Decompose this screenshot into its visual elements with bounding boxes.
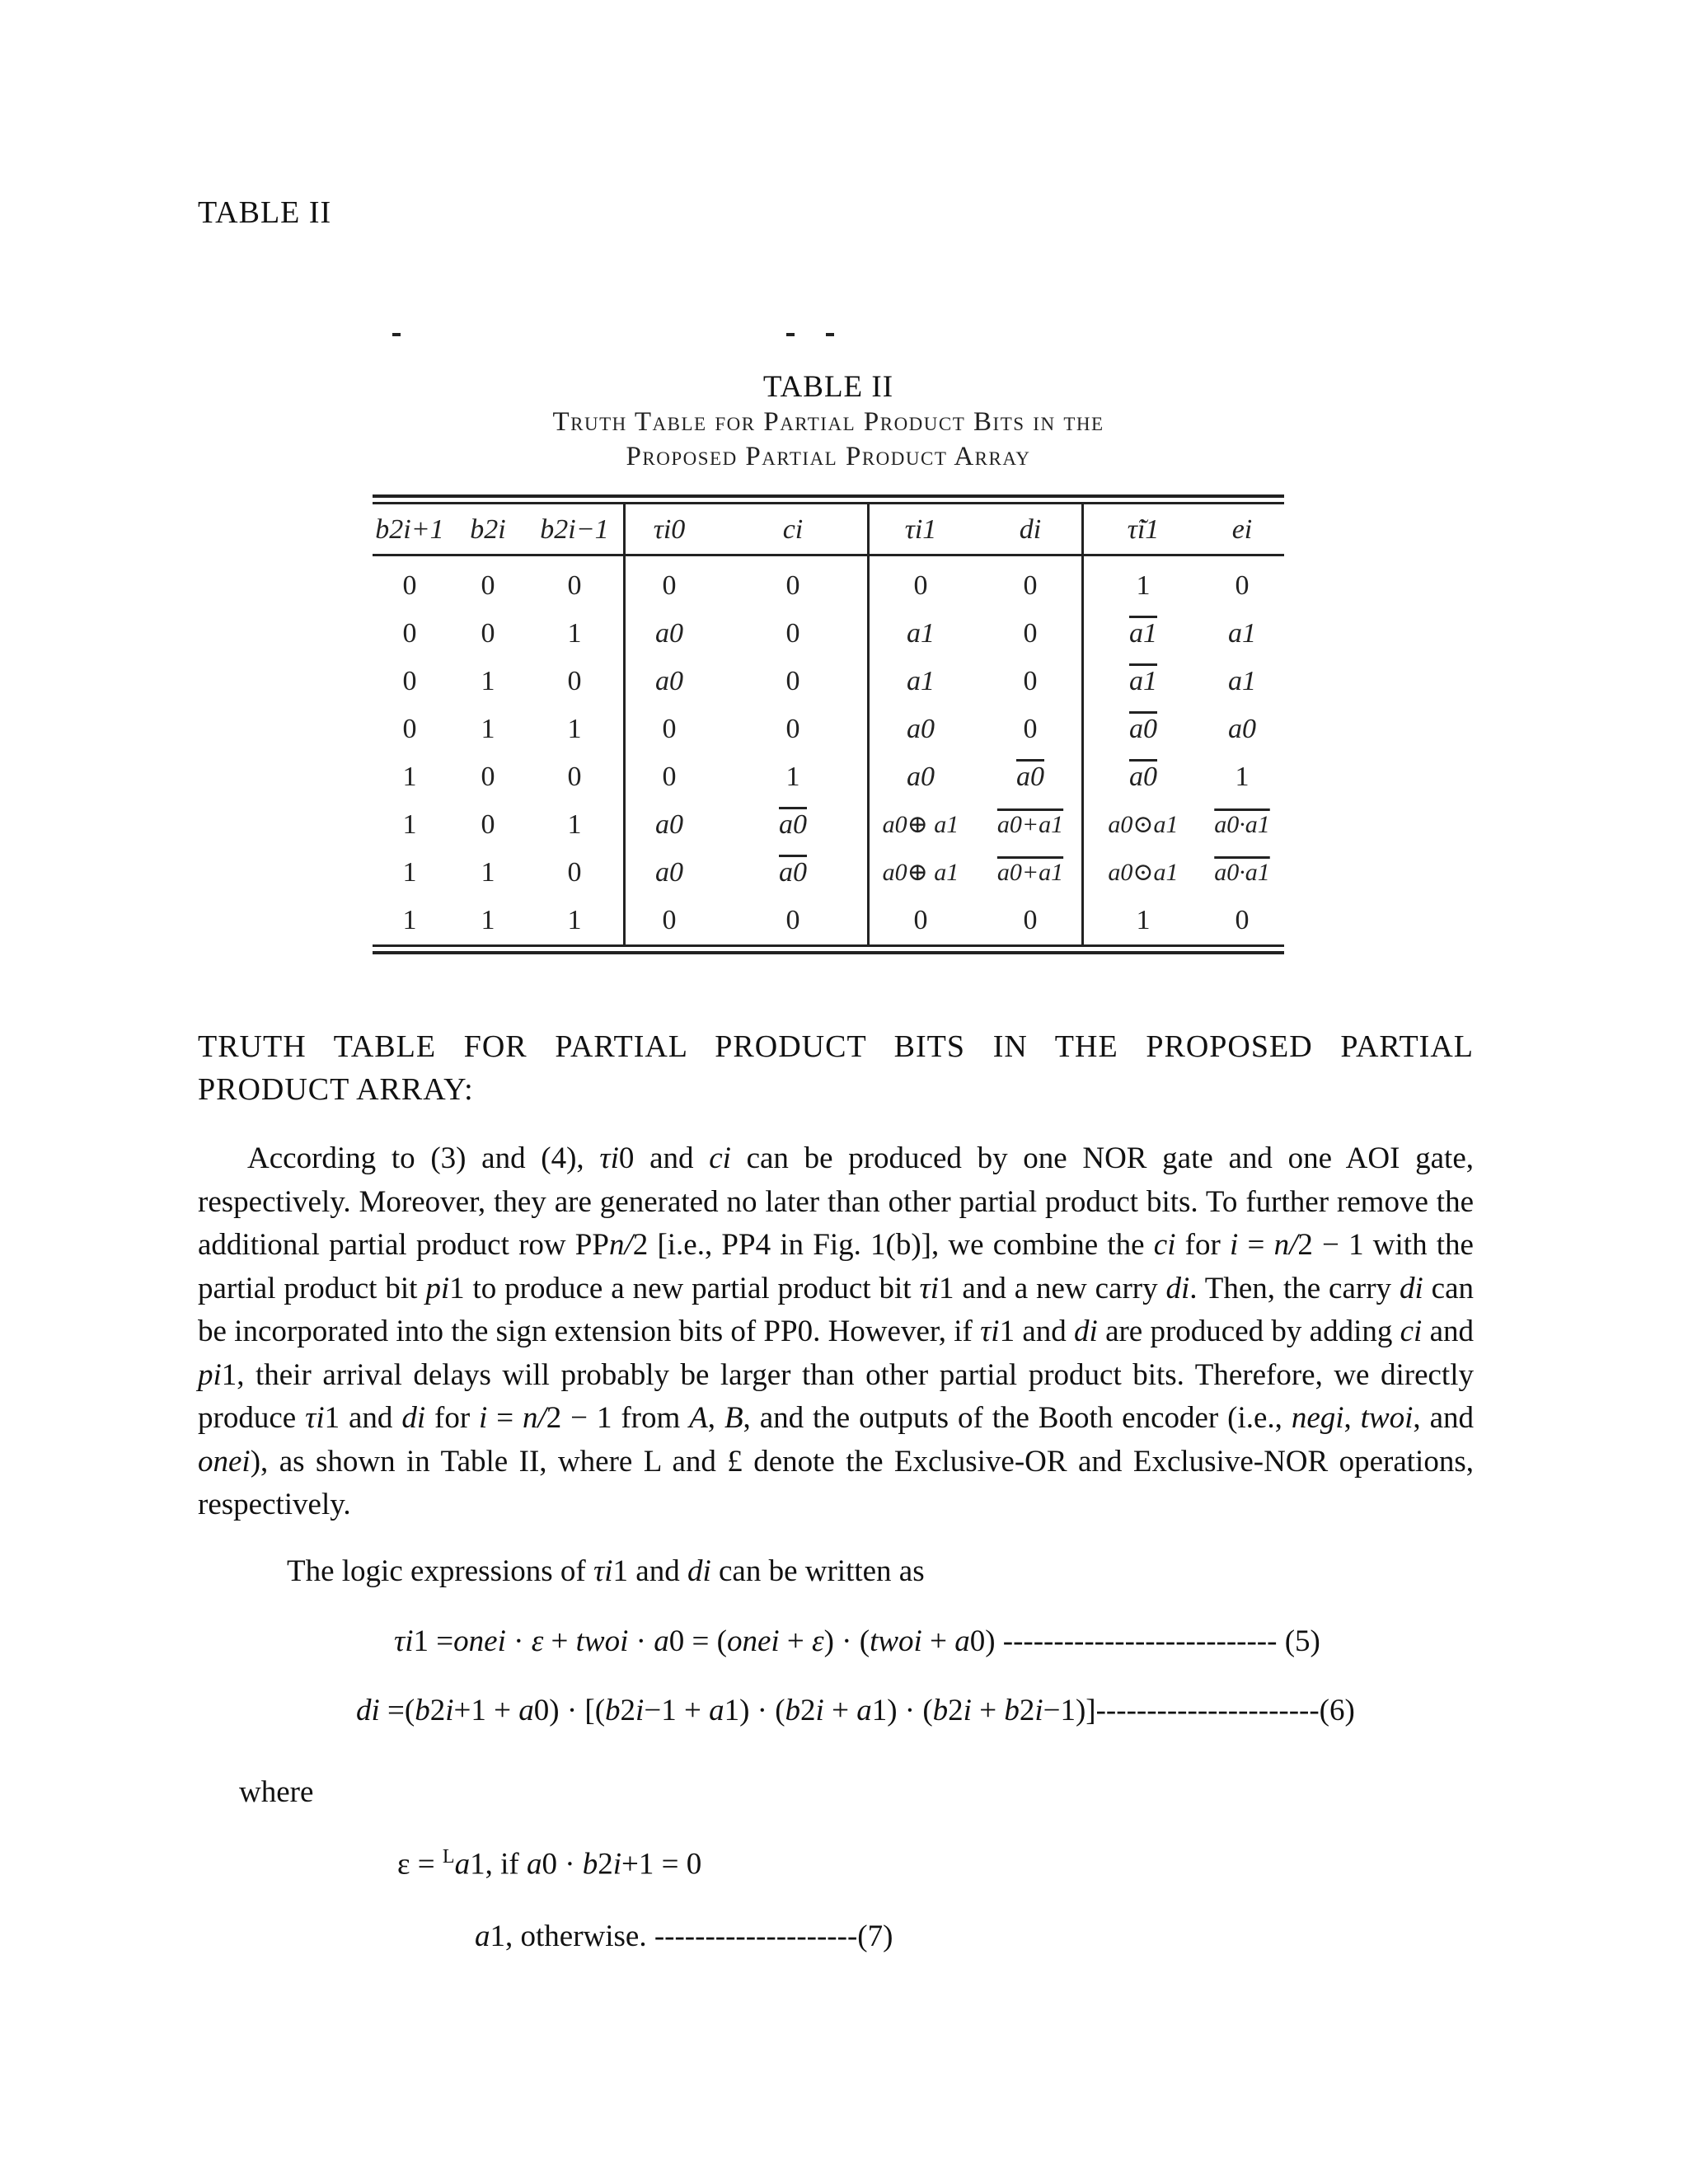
table-cell: 1 — [567, 714, 582, 744]
body-paragraph: According to (3) and (4), τi0 and ci can be produced by one NOR gate and one AOI gate, respectively. Moreover, they are generated no later than other partial product bits. To further remove the additional partial product row PPn/2 [i.e., PP4 in Fig. 1(b)], we combine the ci for i = n/2 − 1 with the partial product bit pi1 to produce a new partial product bit τi1 and a new carry di. Then, the carry di can be incorporated into the sign extension bits of PP0. However, if τi1 and di are produced by adding ci and pi1, their arrival delays will probably be larger than other partial product bits. Therefore, we directly produce τi1 and di for i = n/2 − 1 from A, B, and the outputs of the Booth encoder (i.e., negi, twoi, and onei), as shown in Table II, where L and £ denote the Exclusive-OR and Exclusive-NOR operations, respectively. — [198, 1141, 1474, 1521]
table-cell: 0 — [402, 666, 417, 696]
table-cell: a0 — [655, 618, 683, 649]
table-cell: 0 — [662, 570, 677, 601]
table-rule — [373, 944, 1284, 947]
table-cell: 0 — [402, 618, 417, 649]
table-cell: a0+a1 — [996, 859, 1064, 886]
table-cell: 0 — [913, 905, 928, 935]
figure-caption-line: Proposed Partial Product Array — [626, 442, 1031, 471]
table-cell: 0 — [1023, 714, 1038, 744]
table-header-cell: τi1 — [904, 514, 937, 545]
table-cell: a1 — [1228, 618, 1256, 649]
table-cell: 0 — [567, 666, 582, 696]
table-rule — [373, 494, 1284, 498]
table-cell: 0 — [567, 762, 582, 792]
table-cell: a0 — [1129, 762, 1157, 792]
table-header-cell: di — [1019, 514, 1042, 545]
table-header-cell: τ̃i1 — [1127, 514, 1160, 545]
table-cell: 0 — [1023, 570, 1038, 601]
table-header-cell: b2i — [470, 514, 506, 545]
table-cell: a1 — [1129, 666, 1157, 696]
table-cell: a0⊕ a1 — [882, 859, 959, 886]
table-rule — [373, 951, 1284, 954]
scan-mark — [392, 333, 401, 336]
table-header-cell: ci — [782, 514, 804, 545]
equation-intro: The logic expressions of τi1 and di can be written as — [287, 1554, 925, 1588]
table-cell: 0 — [785, 714, 800, 744]
table-cell: a1 — [1129, 618, 1157, 649]
table-rule — [373, 554, 1284, 556]
table-cell: a0⊕ a1 — [882, 811, 959, 838]
table-cell: a0 — [1129, 714, 1157, 744]
table-cell: 0 — [567, 570, 582, 601]
equation-7-line2: a1, otherwise. --------------------(7) — [475, 1919, 893, 1953]
table-cell: 1 — [1136, 905, 1151, 935]
table-cell: 0 — [481, 809, 495, 840]
table-cell: 1 — [481, 857, 495, 888]
table-cell: 0 — [785, 905, 800, 935]
table-cell: 1 — [481, 905, 495, 935]
table-cell: a0 — [655, 857, 683, 888]
table-cell: 0 — [662, 762, 677, 792]
table-cell: 0 — [662, 905, 677, 935]
table-rule — [373, 502, 1284, 504]
table-cell: 0 — [1023, 618, 1038, 649]
table-cell: 0 — [785, 570, 800, 601]
table-cell: 0 — [785, 666, 800, 696]
table-cell: a0⊙a1 — [1108, 859, 1179, 886]
table-cell: a0 — [655, 666, 683, 696]
table-cell: 0 — [481, 570, 495, 601]
equation-6: di =(b2i+1 + a0) · [(b2i−1 + a1) · (b2i + a1) · (b2i + b2i−1)]----------------------(6) — [356, 1694, 1355, 1727]
table-cell: 1 — [785, 762, 800, 792]
table-cell: a0 — [779, 809, 807, 840]
table-cell: 1 — [1235, 762, 1250, 792]
scan-mark — [786, 333, 795, 336]
table-cell: 0 — [662, 714, 677, 744]
table-cell: 0 — [481, 618, 495, 649]
table-cell: a0 — [907, 762, 935, 792]
table-cell: 1 — [402, 857, 417, 888]
table-cell: a0+a1 — [996, 811, 1064, 838]
table-cell: a0 — [779, 857, 807, 888]
table-label: TABLE II — [198, 195, 332, 230]
equation-7-line1: ε = $^L$a1, if a0 · b2i+1 = 0 — [397, 1846, 702, 1882]
table-cell: 1 — [1136, 570, 1151, 601]
section-heading-continued: PRODUCT ARRAY: — [198, 1072, 474, 1107]
table-cell: 0 — [402, 714, 417, 744]
figure-title: TABLE II — [762, 370, 894, 404]
table-cell: 0 — [913, 570, 928, 601]
table-cell: a0 — [1016, 762, 1044, 792]
table-cell: a0·a1 — [1214, 859, 1270, 886]
table-cell: 1 — [481, 714, 495, 744]
table-cell: 0 — [1235, 905, 1250, 935]
table-cell: a1 — [1228, 666, 1256, 696]
section-heading: TRUTH TABLE FOR PARTIAL PRODUCT BITS IN THE PROPOSED PARTIAL — [198, 1029, 1474, 1064]
table-figure — [363, 330, 1294, 956]
scan-mark — [826, 333, 834, 336]
table-cell: 0 — [567, 857, 582, 888]
table-cell: 1 — [481, 666, 495, 696]
table-cell: 0 — [785, 618, 800, 649]
table-cell: a0 — [1228, 714, 1256, 744]
table-header-cell: b2i−1 — [540, 514, 609, 545]
table-header-cell: τi0 — [653, 514, 686, 545]
table-header-cell: ei — [1231, 514, 1253, 545]
table-cell: 1 — [567, 905, 582, 935]
truth-table — [373, 494, 1284, 935]
where-label: where — [239, 1775, 314, 1809]
figure-caption-line: Truth Table for Partial Product Bits in the — [552, 407, 1104, 437]
table-cell: a0 — [907, 714, 935, 744]
table-cell: 0 — [1023, 905, 1038, 935]
table-cell: 0 — [1235, 570, 1250, 601]
table-cell: a0⊙a1 — [1108, 811, 1179, 838]
table-header-cell: b2i+1 — [375, 514, 444, 545]
table-cell: 1 — [402, 762, 417, 792]
table-cell: 0 — [1023, 666, 1038, 696]
table-cell: 1 — [567, 809, 582, 840]
table-cell: a0 — [655, 809, 683, 840]
table-cell: 0 — [481, 762, 495, 792]
table-cell: a1 — [907, 618, 935, 649]
table-cell: a1 — [907, 666, 935, 696]
table-cell: 1 — [402, 905, 417, 935]
table-cell: 0 — [402, 570, 417, 601]
table-cell: a0·a1 — [1214, 811, 1270, 838]
equation-5: τi1 =onei · ε + twoi · a0 = (onei + ε) · (twoi + a0) --------------------------- (5) — [394, 1624, 1320, 1658]
table-cell: 1 — [567, 618, 582, 649]
table-cell: 1 — [402, 809, 417, 840]
